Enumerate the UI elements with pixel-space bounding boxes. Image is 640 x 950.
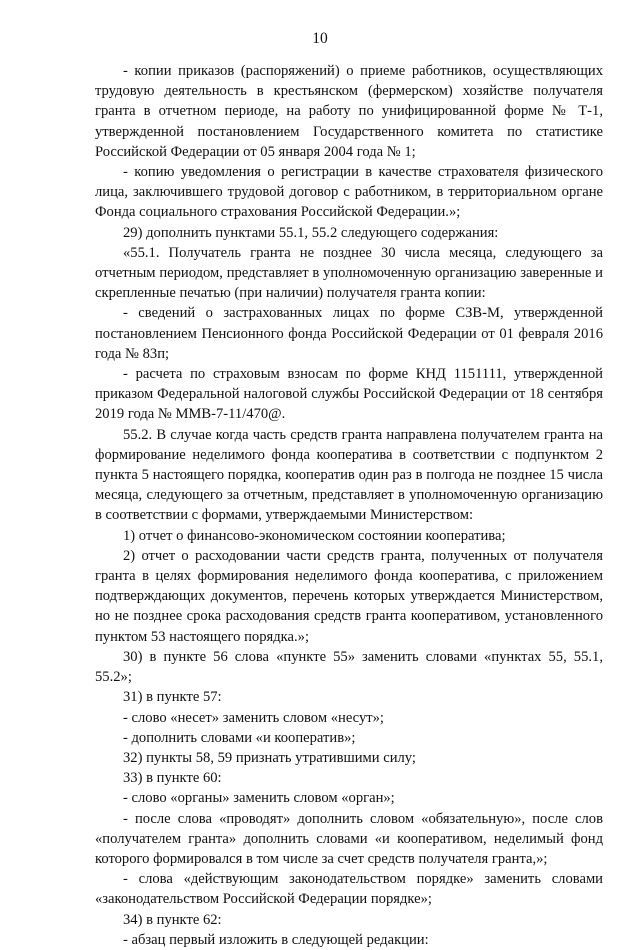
paragraph: - слово «органы» заменить словом «орган»; (123, 790, 395, 807)
paragraph: - слово «несет» заменить словом «несут»; (123, 709, 384, 726)
paragraph: 2) отчет о расходовании части средств гранта, полученных от получателя гранта в целях формирования неделимого фонда кооператива, с приложением подтверждающих документов, перечень которых утверждается Министерством, но не позднее срока расходования средств гранта кооперативом, установленного пунктом 53 настоящего порядка.»; (95, 547, 603, 645)
document-body (95, 61, 603, 950)
paragraph: - сведений о застрахованных лицах по форме СЗВ-М, утвержденной постановлением Пенсионного фонда Российской Федерации от 01 февраля 2016 года № 83п; (95, 305, 603, 362)
paragraph: 31) в пункте 57: (123, 689, 222, 706)
page-number: 10 (312, 30, 328, 47)
paragraph: 32) пункты 58, 59 признать утратившими силу; (123, 749, 416, 766)
paragraph: - копии приказов (распоряжений) о приеме работников, осуществляющих трудовую деятельность в крестьянском (фермерском) хозяйстве получателя гранта в отчетном периоде, на работу по унифицированной форме № Т-1, утвержденной постановлением Государственного комитета по статистике Российской Федерации от 05 января 2004 года № 1; (95, 63, 603, 160)
paragraph: 34) в пункте 62: (123, 911, 222, 928)
paragraph: - расчета по страховым взносам по форме КНД 1151111, утвержденной приказом Федеральной налоговой службы Российской Федерации от 18 сентября 2019 года № ММВ-7-11/470@. (95, 366, 603, 423)
paragraph: - дополнить словами «и кооператив»; (123, 729, 356, 746)
paragraph: «55.1. Получатель гранта не позднее 30 числа месяца, следующего за отчетным периодом, представляет в уполномоченную организацию заверенные и скрепленные печатью (при наличии) получателя гранта копии: (95, 244, 603, 302)
paragraph: 29) дополнить пунктами 55.1, 55.2 следующего содержания: (123, 224, 499, 241)
paragraph: - после слова «проводят» дополнить словом «обязательную», после слов «получателем гранта» дополнить словами «и кооперативом, неделимый фонд которого формировался в том числе за счет средств получателя гранта,»; (95, 810, 603, 867)
paragraph: 1) отчет о финансово-экономическом состоянии кооператива; (123, 527, 506, 544)
paragraph: - слова «действующим законодательством порядке» заменить словами «законодательством Российской Федерации порядке»; (95, 871, 603, 908)
paragraph: 33) в пункте 60: (123, 770, 222, 787)
paragraph: 55.2. В случае когда часть средств гранта направлена получателем гранта на формирование неделимого фонда кооператива в соответствии с подпунктом 2 пункта 5 настоящего порядка, кооператив один раз в полгода не позднее 15 числа месяца, следующего за отчетным, представляет в уполномоченную организацию в соответствии с формами, утверждаемыми Министерством: (95, 426, 603, 524)
paragraph: 30) в пункте 56 слова «пункте 55» заменить словами «пунктах 55, 55.1, 55.2»; (95, 648, 603, 686)
paragraph: - абзац первый изложить в следующей редакции: (123, 931, 429, 948)
paragraph: - копию уведомления о регистрации в качестве страхователя физического лица, заключившего трудовой договор с работником, в территориальном органе Фонда социального страхования Российской Федерации.»; (95, 164, 603, 221)
